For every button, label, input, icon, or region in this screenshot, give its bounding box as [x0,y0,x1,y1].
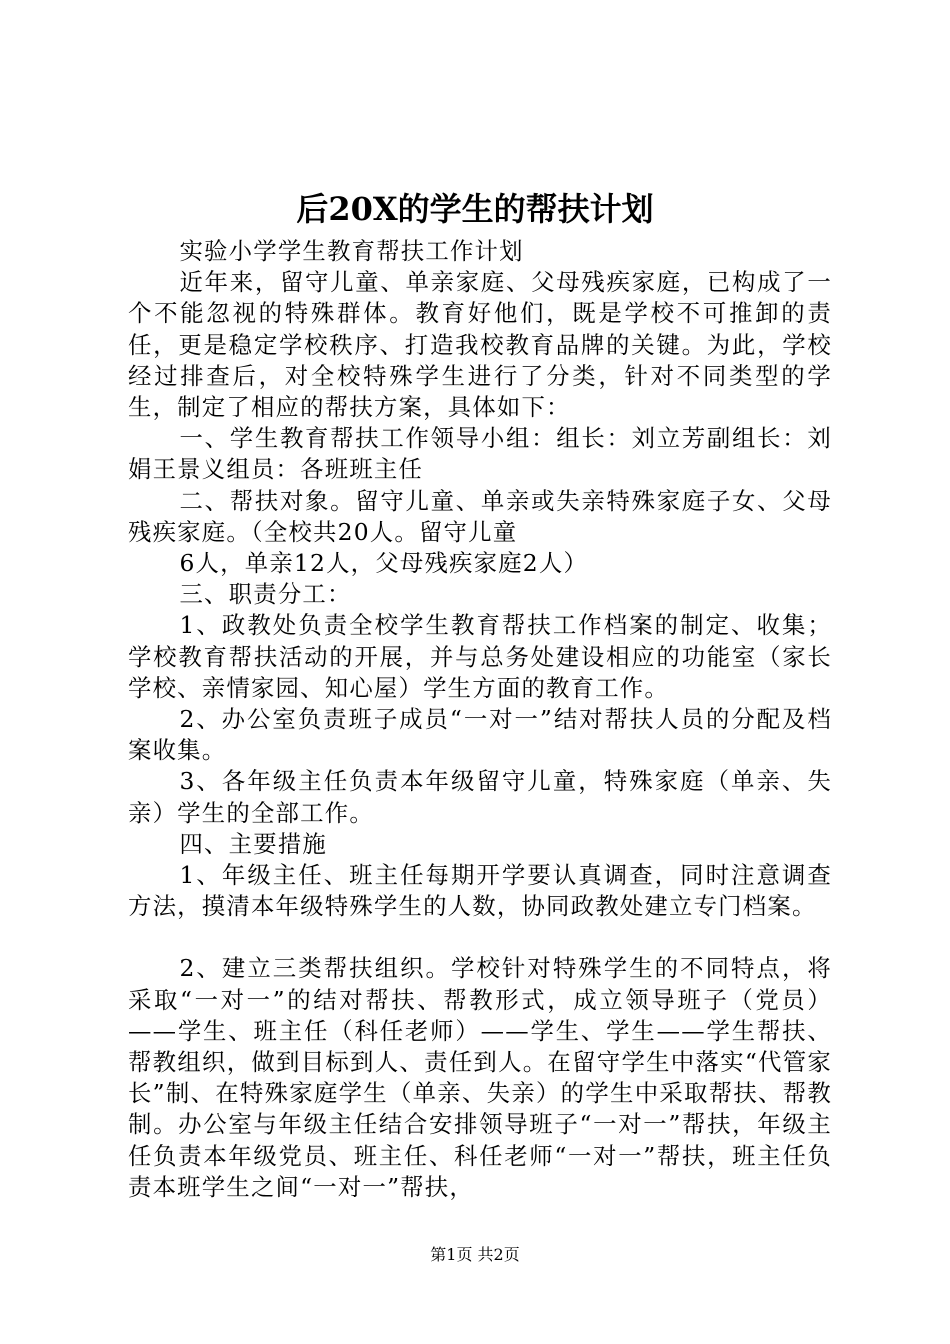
paragraph-measure-2: 2、建立三类帮扶组织。学校针对特殊学生的不同特点，将采取“一对一”的结对帮扶、帮教形式，成立领导班子（党员）——学生、班主任（科任老师）——学生、学生——学生帮扶、帮教组织，做到目标到人、责任到人。在留守学生中落实“代管家长”制、在特殊家庭学生（单亲、失亲）的学生中采取帮扶、帮教制。办公室与年级主任结合安排领导班子“一对一”帮扶，年级主任负责本年级党员、班主任、科任老师“一对一”帮扶，班主任负责本班学生之间“一对一”帮扶， [128,954,832,1201]
document-title: 后20X的学生的帮扶计划 [296,190,654,228]
paragraph-measures-heading: 四、主要措施 [179,829,328,858]
page-footer: 第1页 共2页 [430,1245,520,1264]
paragraph-targets-count: 6人，单亲12人，父母残疾家庭2人） [179,549,589,578]
paragraph-targets: 二、帮扶对象。留守儿童、单亲或失亲特殊家庭子女、父母残疾家庭。（全校共20人。留守儿童 [128,486,832,546]
document-body [128,236,832,1203]
paragraph-subtitle: 实验小学学生教育帮扶工作计划 [179,237,524,265]
paragraph-duty-2: 2、办公室负责班子成员“一对一”结对帮扶人员的分配及档案收集。 [128,705,832,765]
paragraph-intro: 近年来，留守儿童、单亲家庭、父母残疾家庭，已构成了一个不能忽视的特殊群体。教育好他们，既是学校不可推卸的责任，更是稳定学校秩序、打造我校教育品牌的关键。为此，学校经过排查后，对全校特殊学生进行了分类，针对不同类型的学生，制定了相应的帮扶方案，具体如下： [128,268,832,422]
paragraph-duty-3: 3、各年级主任负责本年级留守儿童，特殊家庭（单亲、失亲）学生的全部工作。 [128,767,832,827]
paragraph-duties-heading: 三、职责分工： [179,580,352,609]
paragraph-leadership-group: 一、学生教育帮扶工作领导小组：组长：刘立芳副组长：刘娟王景义组员：各班班主任 [128,424,832,484]
paragraph-measure-1: 1、年级主任、班主任每期开学要认真调查，同时注意调查方法，摸清本年级特殊学生的人数，协同政教处建立专门档案。 [128,861,832,921]
paragraph-duty-1: 1、政教处负责全校学生教育帮扶工作档案的制定、收集；学校教育帮扶活动的开展，并与总务处建设相应的功能室（家长学校、亲情家园、知心屋）学生方面的教育工作。 [128,611,832,702]
